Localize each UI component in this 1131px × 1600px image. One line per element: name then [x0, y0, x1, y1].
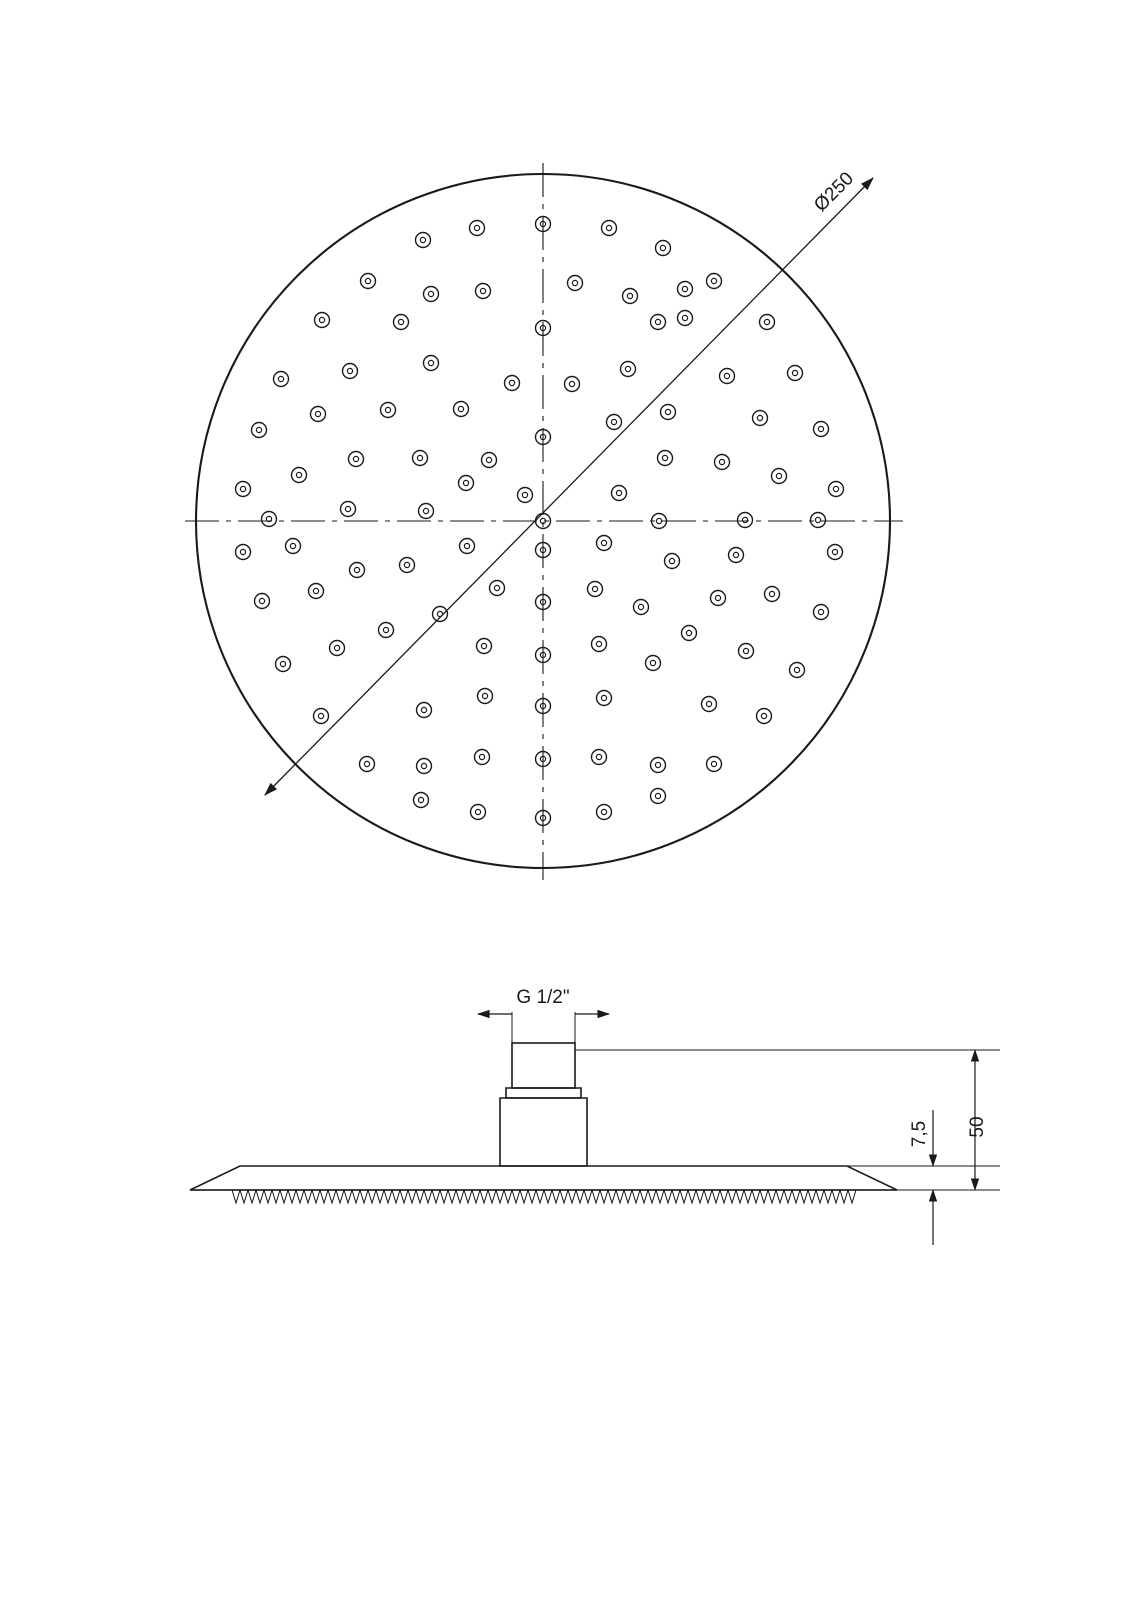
nozzle	[424, 287, 439, 302]
nozzle	[414, 793, 429, 808]
nozzle	[262, 512, 277, 527]
overall-height-label: 50	[967, 1116, 988, 1138]
nozzle	[292, 468, 307, 483]
nozzle	[252, 423, 267, 438]
centerlines	[185, 163, 903, 880]
nozzle	[738, 513, 753, 528]
nozzle	[814, 605, 829, 620]
nozzle	[665, 554, 680, 569]
nozzle	[621, 362, 636, 377]
nozzle	[394, 315, 409, 330]
nozzle	[707, 274, 722, 289]
thread-body	[512, 1043, 575, 1088]
nozzle	[656, 241, 671, 256]
nozzle	[350, 563, 365, 578]
nozzle	[475, 750, 490, 765]
nozzle	[568, 276, 583, 291]
plate-outline	[190, 1166, 897, 1190]
nozzle	[715, 455, 730, 470]
nozzle	[424, 356, 439, 371]
nozzle	[658, 451, 673, 466]
nozzle	[311, 407, 326, 422]
nozzle	[565, 377, 580, 392]
nozzle	[711, 591, 726, 606]
nozzle	[765, 587, 780, 602]
nozzle	[592, 750, 607, 765]
nozzle	[828, 545, 843, 560]
nozzle	[597, 691, 612, 706]
nozzle	[612, 486, 627, 501]
nozzle	[829, 482, 844, 497]
nozzle	[707, 757, 722, 772]
nozzle	[361, 274, 376, 289]
nozzle	[753, 411, 768, 426]
diameter-label: Ø250	[810, 168, 858, 216]
nozzle	[309, 584, 324, 599]
nozzle	[381, 403, 396, 418]
nozzle	[276, 657, 291, 672]
nozzle	[678, 282, 693, 297]
diameter-dimension	[265, 168, 873, 795]
nozzle	[433, 607, 448, 622]
side-view	[190, 987, 1000, 1245]
nozzle	[459, 476, 474, 491]
nozzle	[236, 482, 251, 497]
nozzle	[661, 405, 676, 420]
diameter-leader-line	[265, 178, 873, 795]
nozzle	[286, 539, 301, 554]
nozzle	[651, 758, 666, 773]
nozzle	[682, 626, 697, 641]
nozzle	[505, 376, 520, 391]
nozzle	[400, 558, 415, 573]
nozzle-teeth	[232, 1190, 856, 1203]
nozzle	[454, 402, 469, 417]
nozzle	[588, 582, 603, 597]
plate-thickness-label: 7,5	[909, 1120, 930, 1148]
nozzle	[482, 453, 497, 468]
nozzle	[236, 545, 251, 560]
nozzle	[646, 656, 661, 671]
nozzle	[419, 504, 434, 519]
nozzle	[760, 315, 775, 330]
inlet-connector	[500, 1043, 587, 1166]
nozzle	[471, 805, 486, 820]
nozzle	[417, 759, 432, 774]
top-view	[185, 163, 903, 880]
nozzle	[729, 548, 744, 563]
nozzle	[592, 637, 607, 652]
swivel-body	[500, 1098, 587, 1166]
nozzle	[597, 536, 612, 551]
nozzle	[757, 709, 772, 724]
thread-collar	[506, 1088, 581, 1098]
nozzle	[720, 369, 735, 384]
nozzle	[607, 415, 622, 430]
nozzle	[330, 641, 345, 656]
nozzle	[255, 594, 270, 609]
nozzle	[811, 513, 826, 528]
nozzle	[417, 703, 432, 718]
nozzle	[597, 805, 612, 820]
nozzle	[814, 422, 829, 437]
nozzle	[360, 757, 375, 772]
nozzle	[518, 488, 533, 503]
nozzle	[678, 311, 693, 326]
nozzle-array	[236, 217, 844, 826]
nozzle	[651, 789, 666, 804]
nozzle	[702, 697, 717, 712]
nozzle	[490, 581, 505, 596]
nozzle	[790, 663, 805, 678]
nozzle	[476, 284, 491, 299]
nozzle	[314, 709, 329, 724]
nozzle	[651, 315, 666, 330]
nozzle	[634, 600, 649, 615]
shower-plate	[190, 1166, 897, 1190]
nozzle	[739, 644, 754, 659]
nozzle	[788, 366, 803, 381]
nozzle	[274, 372, 289, 387]
nozzle	[477, 639, 492, 654]
nozzle	[623, 289, 638, 304]
nozzle	[379, 623, 394, 638]
nozzle	[772, 469, 787, 484]
thread-label: G 1/2"	[516, 987, 570, 1008]
nozzle	[413, 451, 428, 466]
nozzle	[315, 313, 330, 328]
nozzle	[478, 689, 493, 704]
nozzle	[343, 364, 358, 379]
nozzle	[470, 221, 485, 236]
nozzle	[460, 539, 475, 554]
thread-dimension	[478, 987, 609, 1045]
nozzle	[341, 502, 356, 517]
nozzle	[349, 452, 364, 467]
nozzle	[416, 233, 431, 248]
height-dimensions	[575, 1050, 1000, 1245]
nozzle	[602, 221, 617, 236]
